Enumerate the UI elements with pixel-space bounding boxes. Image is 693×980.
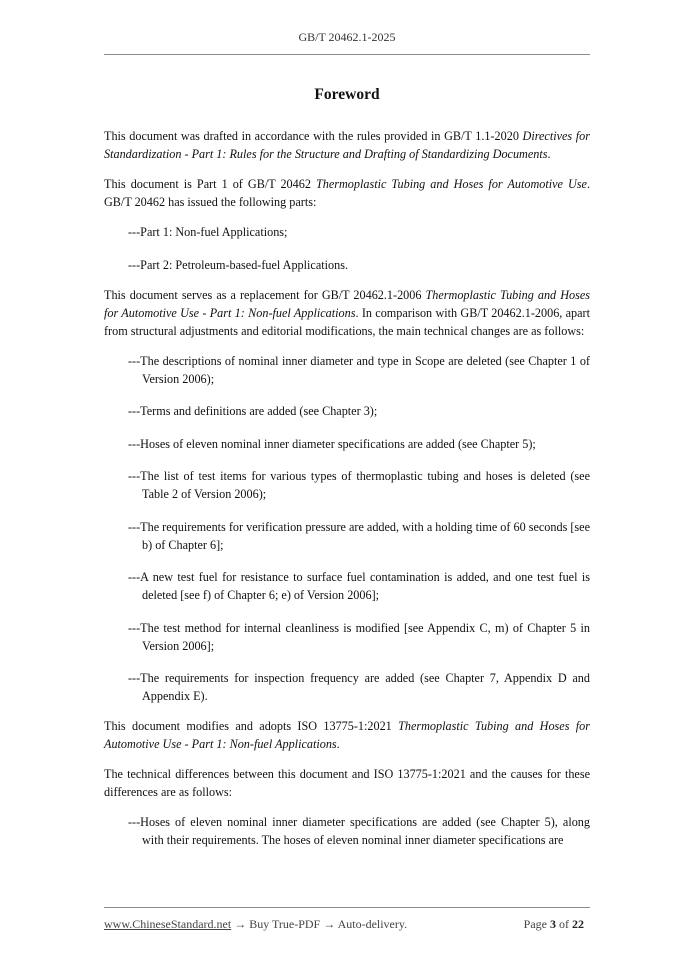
footer-divider: [104, 907, 590, 908]
italic-title: Directives for Standardization - Part 1: Rules for the Structure and Drafting of Standardizing Documents: [104, 129, 590, 161]
text: .: [547, 147, 551, 161]
italic-title: Thermoplastic Tubing and Hoses for Automotive Use - Part 1: Non-fuel Applications: [104, 719, 590, 751]
list-item-change: ---A new test fuel for resistance to surface fuel contamination is added, and one test fuel is deleted [see f) of Chapter 6; e) of Version 2006];: [128, 570, 590, 602]
list-item-change: ---Hoses of eleven nominal inner diameter specifications are added (see Chapter 5);: [128, 436, 536, 451]
text: .: [336, 737, 340, 751]
footer-tagline: → Buy True-PDF → Auto-delivery.: [231, 917, 408, 931]
text: This document modifies and adopts ISO 13775-1:2021: [104, 719, 399, 733]
list-item-change: ---The requirements for verification pressure are added, with a holding time of 60 seconds [see b) of Chapter 6];: [128, 519, 590, 552]
text: This document is Part 1 of GB/T 20462: [104, 177, 316, 191]
text: . In comparison with GB/T 20462.1-2006, apart from structural adjustments and editorial modifications, the main technical changes are as follows:: [104, 305, 590, 338]
paragraph-part-info: [104, 175, 590, 211]
text: of: [556, 917, 572, 931]
current-page: 3: [550, 917, 556, 931]
paragraph-replacement: [104, 286, 590, 340]
list-item-change: ---The test method for internal cleanliness is modified [see Appendix C, m) of Chapter 5 in Version 2006];: [128, 620, 590, 653]
text: Page: [523, 917, 550, 931]
list-item-change: ---Terms and definitions are added (see Chapter 3);: [128, 404, 378, 418]
page-number: [524, 917, 584, 932]
text: . GB/T 20462 has issued the following parts:: [104, 177, 590, 209]
list-item-change: ---The list of test items for various types of thermoplastic tubing and hoses is deleted (see Table 2 of Version 2006);: [128, 469, 590, 501]
italic-title: Thermoplastic Tubing and Hoses for Automotive Use: [315, 177, 587, 191]
list-item-change: ---The descriptions of nominal inner diameter and type in Scope are deleted (see Chapter 1 of Version 2006);: [128, 353, 590, 386]
total-pages: 22: [572, 917, 584, 931]
running-header: GB/T 20462.1-2025: [298, 30, 396, 44]
list-item-change: ---The requirements for inspection frequency are added (see Chapter 7, Appendix D and Appendix E).: [128, 671, 590, 703]
paragraph-drafting-rules: [104, 127, 590, 163]
header-divider: [104, 54, 590, 55]
section-title: Foreword: [314, 86, 380, 103]
paragraph-adoption: [104, 717, 590, 753]
site-link[interactable]: www.ChineseStandard.net: [104, 917, 232, 931]
text: This document was drafted in accordance with the rules provided in GB/T 1.1-2020: [104, 129, 523, 143]
list-item-part: ---Part 2: Petroleum-based-fuel Applications.: [128, 257, 348, 272]
list-item-difference: ---Hoses of eleven nominal inner diameter specifications are added (see Chapter 5), along with their requirements. The hoses of eleven nominal inner diameter specifications are: [128, 815, 590, 847]
list-item-part: ---Part 1: Non-fuel Applications;: [128, 225, 288, 239]
italic-title: Thermoplastic Tubing and Hoses for Automotive Use - Part 1: Non-fuel Applications: [104, 287, 590, 320]
text: This document serves as a replacement for GB/T 20462.1-2006: [104, 287, 426, 302]
paragraph-differences: The technical differences between this document and ISO 13775-1:2021 and the causes for these differences are as follows:: [104, 767, 590, 799]
document-body: [104, 127, 590, 864]
page-footer: [104, 917, 590, 932]
